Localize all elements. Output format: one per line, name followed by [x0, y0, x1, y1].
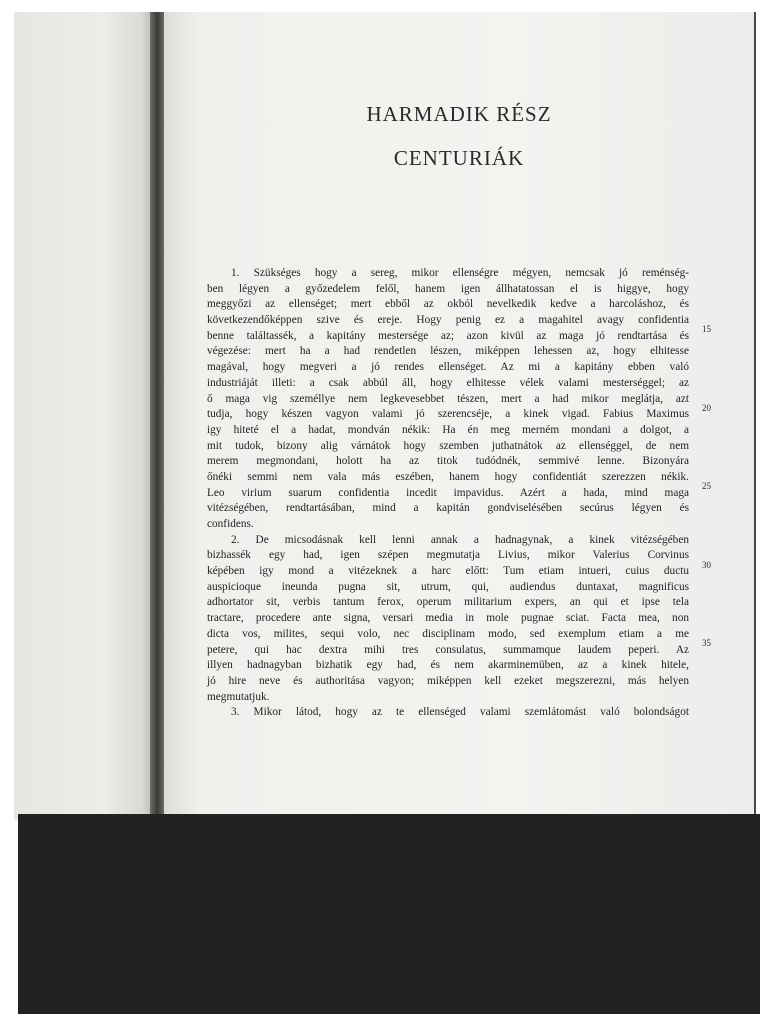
text-line: auspicioque ineunda pugna sit, utrum, qui, audiendus duntaxat, magnificus [207, 580, 689, 593]
chapter-title: CENTURIÁK [393, 146, 525, 170]
text-line: Leo virium suarum confidentia incedit impavidus. Azért a hada, mind maga [207, 486, 689, 499]
text-line: magával, hogy megveri a jó rendes ellenséget. Az mi a kapitány ebben való [207, 361, 689, 374]
text-line: merem megmondani, holott ha az titok tudódnék, semmivé lenne. Bizonyára [207, 455, 689, 468]
part-title: HARMADIK RÉSZ [366, 102, 552, 126]
text-line: 3. Mikor látod, hogy az te ellenséged valami szemlátomást való bolondságot [231, 706, 689, 719]
left-page [14, 12, 164, 820]
text-line: végezése: mert ha a had rendetlen lészen, miképpen lehessen az, hogy elhitesse [207, 345, 689, 358]
text-line: adhortator sit, verbis tantum ferox, operum militarium expers, an qui et ipse tela [207, 596, 689, 609]
text-line: megmutatjuk. [207, 690, 270, 703]
text-line: tudja, hogy készen vagyon valami jó szerencséje, a kinek vigad. Fabius Maximus [207, 408, 689, 421]
chapter-heading [164, 92, 754, 180]
text-line: illyen hadnagyban bizhatik egy had, és nem akarminemüben, az a kinek hitele, [207, 659, 689, 672]
text-line: jó hire neve és authoritása vagyon; miképpen kell ezeket megszerezni, más helyen [207, 674, 689, 687]
text-line: benne találtassék, a kapitány mestersége az; azon kivül az maga jó rendtartása és [207, 329, 689, 342]
text-line: következendőképpen szive és ereje. Hogy penig ez a magahitel avagy confidentia [207, 314, 689, 327]
text-line: 1. Szükséges hogy a sereg, mikor ellenségre mégyen, nemcsak jó reménség- [231, 267, 689, 279]
text-line: mit tudok, bizony alig várnátok hogy szemben juthatnátok az ellenséggel, de nem [207, 439, 689, 452]
text-line: tractare, procedere ante signa, versari media in mole pugnae sciat. Facta mea, non [207, 612, 689, 625]
text-line: igy hiteté el a hadat, mondván nékik: Ha én meg merném mondani a dolgot, a [207, 423, 689, 436]
text-line: confidens. [207, 518, 254, 530]
text-line: őnéki semmi nem vala más eszében, hanem hogy confidentiát szerezzen nékik. [207, 470, 689, 483]
line-number: 15 [702, 324, 711, 334]
text-line: képében igy mond a vitézeknek a harc előtt: Tum etiam intueri, cuius ductu [207, 565, 689, 578]
text-line: bizhassék egy had, igen szépen megmutatja Livius, mikor Valerius Corvinus [207, 549, 689, 562]
line-number: 20 [702, 403, 711, 413]
line-number: 35 [702, 638, 711, 648]
text-line: petere, qui hac dextra mihi tres consulatus, summamque laudem peperi. Az [207, 643, 689, 656]
body-text [207, 266, 689, 721]
text-line: ő maga vig személlye nem legkevesebbet tészen, mert a had mikor meglátja, azt [207, 392, 689, 405]
text-line: 2. De micsodásnak kell lenni annak a hadnagynak, a kinek vitézségében [231, 533, 689, 546]
text-line: vitézségében, rendtartásában, mind a kapitán gondviselésében secúrus légyen és [207, 502, 689, 515]
text-line: industriáját illeti: a csak abbúl áll, hogy elhitesse vélek valami mesterséggel; az [207, 376, 689, 389]
text-line: ben légyen a győzedelem felől, hanem igen állhatatossan el is higgye, hogy [207, 282, 689, 295]
scanner-background [18, 814, 760, 1014]
line-number: 25 [702, 481, 711, 491]
text-line: dicta vos, milites, sequi volo, nec disciplinam modo, sed exemplum etiam a me [207, 627, 689, 640]
text-line: meggyőzi az ellenséget; mert ebből az okból nevelkedik kedve a harcoláshoz, és [207, 298, 689, 311]
line-number: 30 [702, 560, 711, 570]
